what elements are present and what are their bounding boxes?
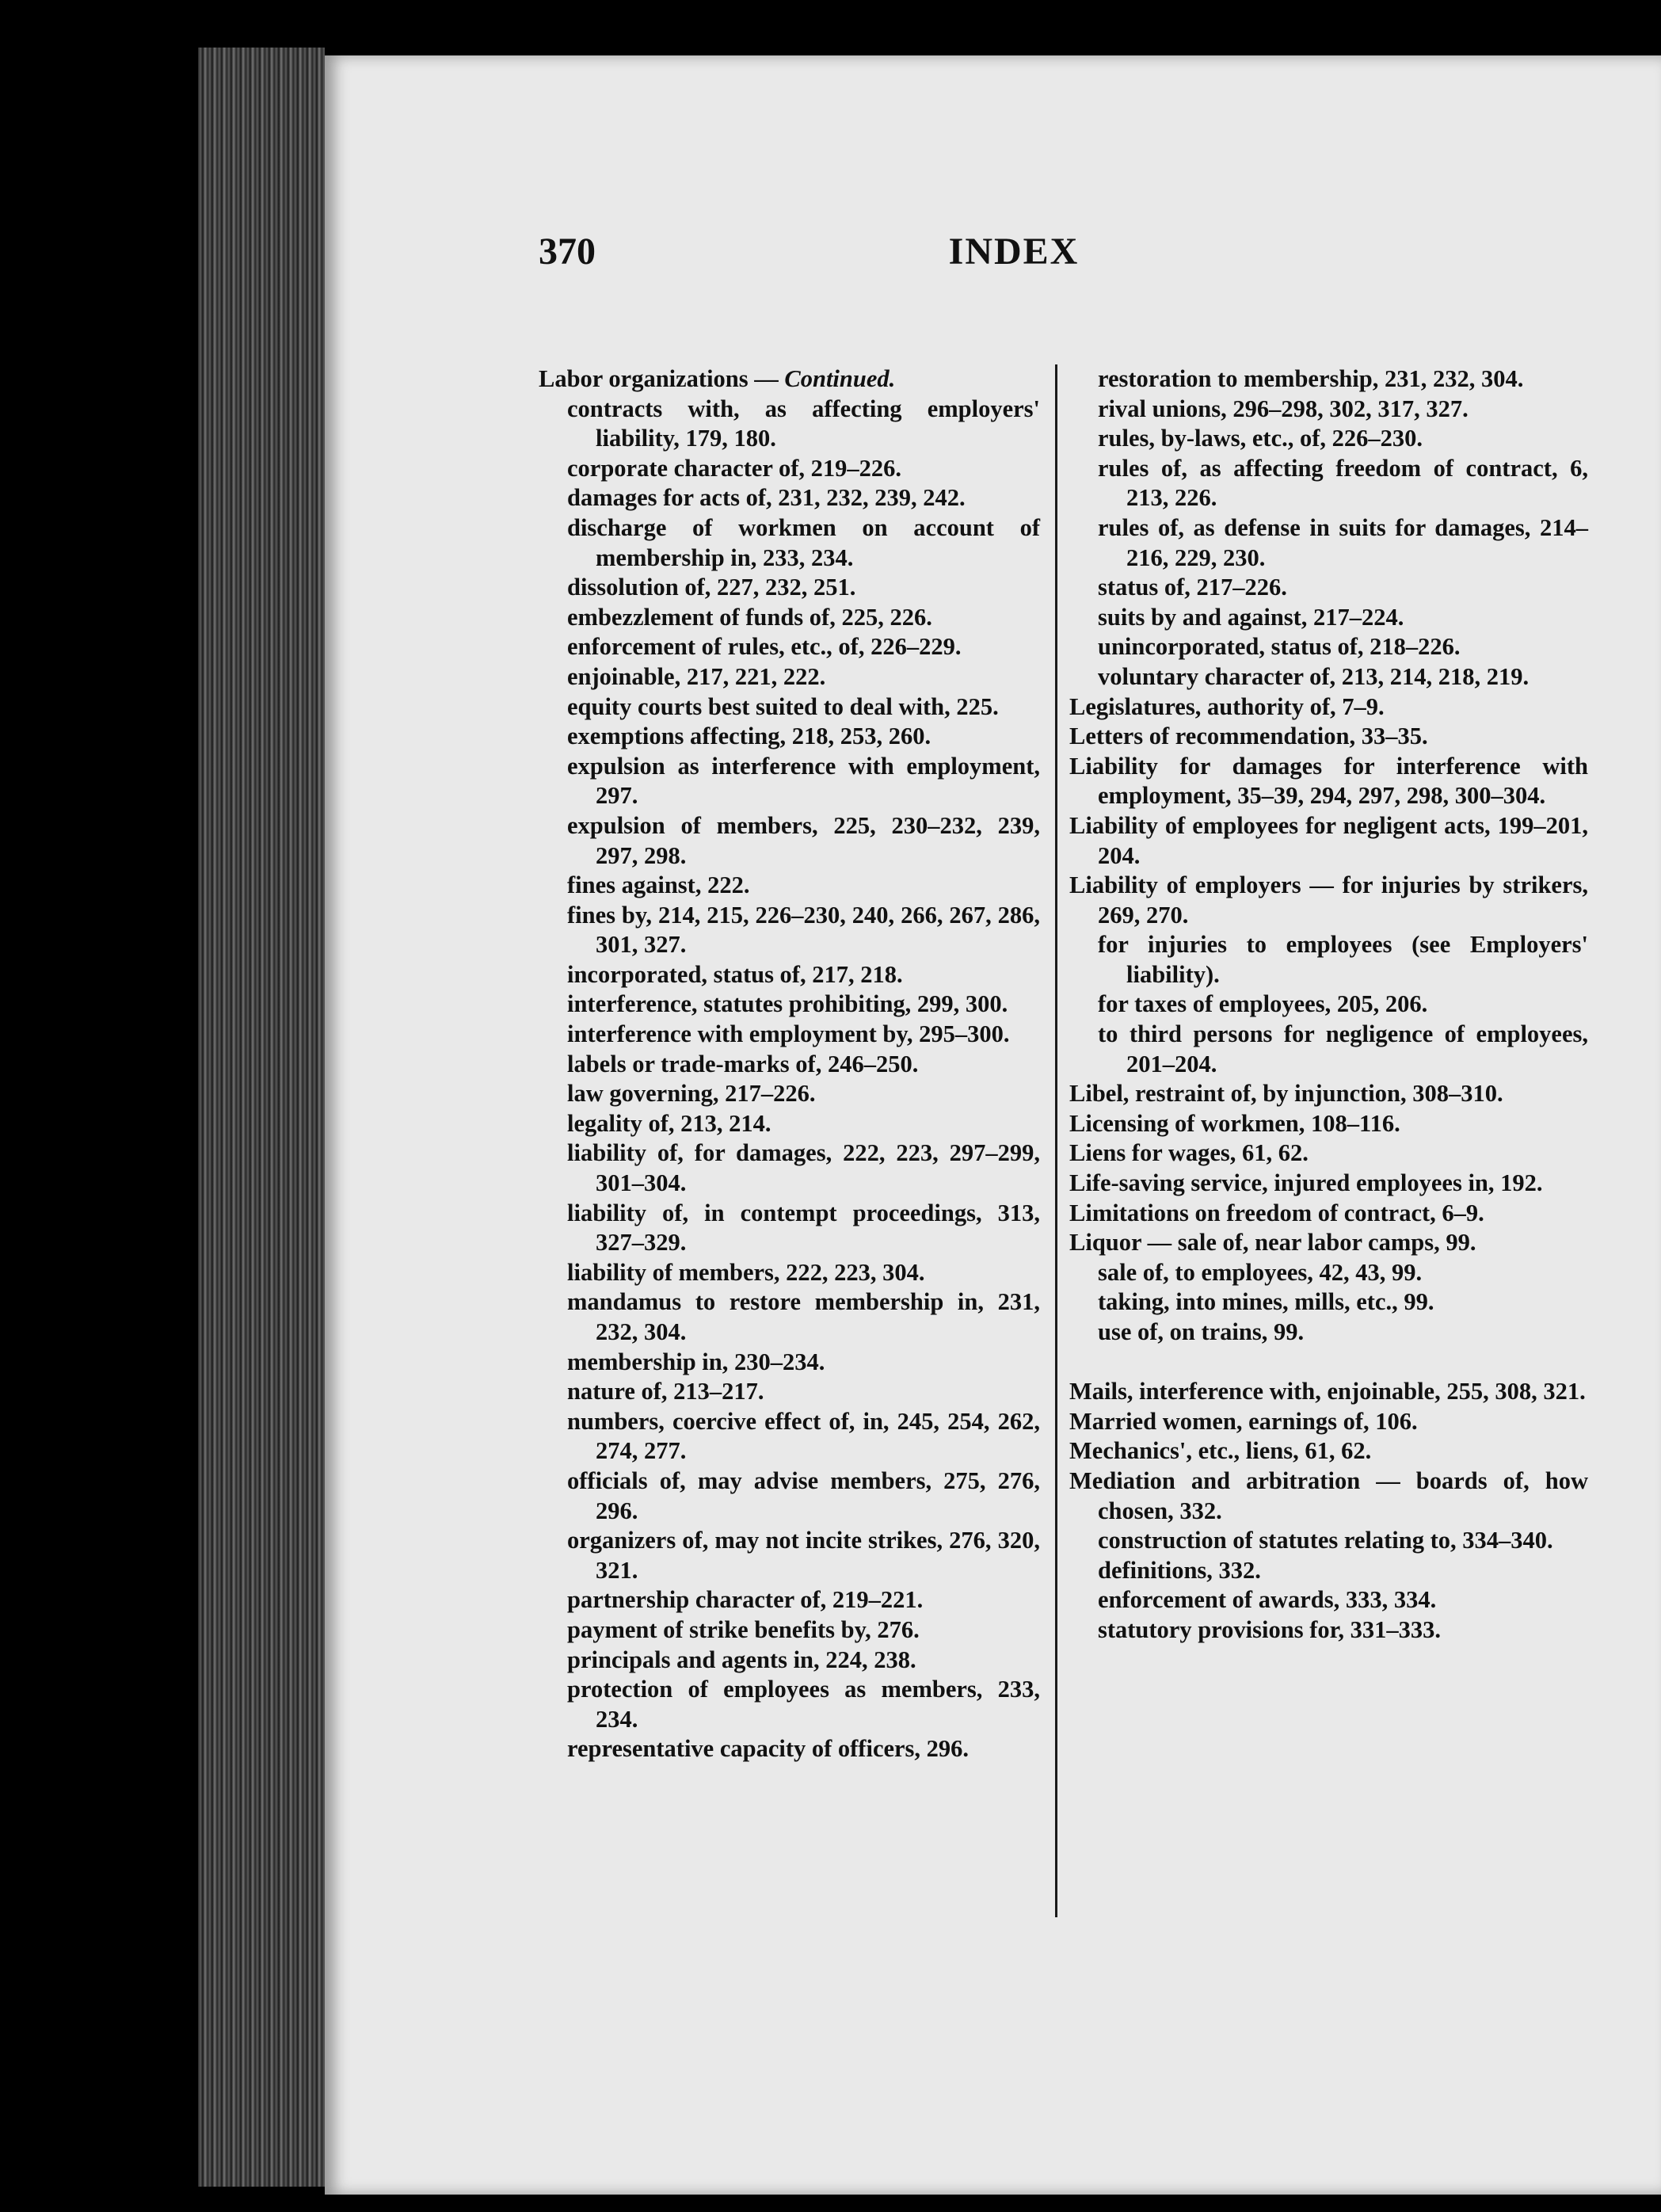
index-subentry bbox=[1069, 395, 1588, 425]
index-entry bbox=[1069, 1079, 1588, 1109]
index-entry-text: liability of members, 222, 223, 304. bbox=[567, 1258, 925, 1286]
index-subentry bbox=[1069, 573, 1588, 603]
index-subentry bbox=[539, 1020, 1040, 1050]
page-header bbox=[539, 230, 1457, 285]
index-subentry bbox=[539, 513, 1040, 573]
index-subentry bbox=[539, 811, 1040, 871]
running-head: INDEX bbox=[948, 231, 1080, 273]
index-subentry bbox=[1069, 454, 1588, 513]
index-subentry bbox=[539, 871, 1040, 901]
index-entry bbox=[1069, 1228, 1588, 1258]
index-entry bbox=[1069, 1138, 1588, 1169]
index-entry-text: Legislatures, authority of, 7–9. bbox=[1069, 692, 1385, 720]
index-subentry bbox=[539, 1079, 1040, 1109]
index-entry-text: contracts with, as affecting employers' liability, 179, 180. bbox=[567, 395, 1040, 452]
index-entry bbox=[1069, 1109, 1588, 1139]
index-entry bbox=[1069, 1466, 1588, 1526]
index-subentry bbox=[539, 1377, 1040, 1407]
index-entry-text: law governing, 217–226. bbox=[567, 1080, 816, 1108]
index-subentry bbox=[539, 1050, 1040, 1080]
index-subentry bbox=[539, 1287, 1040, 1347]
index-subentry bbox=[539, 722, 1040, 752]
index-entry-text: organizers of, may not incite strikes, 276, 320, 321. bbox=[567, 1527, 1040, 1584]
index-entry-text: interference with employment by, 295–300. bbox=[567, 1020, 1010, 1048]
book-page bbox=[325, 55, 1661, 2195]
index-subentry bbox=[539, 990, 1040, 1020]
index-entry-text: Limitations on freedom of contract, 6–9. bbox=[1069, 1199, 1484, 1226]
index-entry-text: protection of employees as members, 233, 234. bbox=[567, 1676, 1040, 1733]
index-entry-text: Married women, earnings of, 106. bbox=[1069, 1407, 1418, 1435]
index-subentry bbox=[1069, 364, 1588, 395]
index-entry bbox=[1069, 722, 1588, 752]
index-subentry bbox=[1069, 662, 1588, 692]
index-spacer bbox=[1069, 1348, 1588, 1378]
index-entry-text: enforcement of rules, etc., of, 226–229. bbox=[567, 633, 962, 661]
index-subentry bbox=[539, 960, 1040, 990]
index-entry-text: mandamus to restore membership in, 231, 232, 304. bbox=[567, 1288, 1040, 1345]
index-entry bbox=[1069, 1377, 1588, 1407]
column-divider bbox=[1055, 364, 1057, 1917]
index-entry-text: numbers, coercive effect of, in, 245, 254, 262, 274, 277. bbox=[567, 1407, 1040, 1465]
index-entry-text: construction of statutes relating to, 334–340. bbox=[1098, 1527, 1553, 1554]
index-entry-text: rules of, as affecting freedom of contract, 6, 213, 226. bbox=[1098, 454, 1588, 512]
index-entry bbox=[1069, 692, 1588, 723]
index-subentry bbox=[539, 395, 1040, 454]
index-entry-text: Life-saving service, injured employees in, 192. bbox=[1069, 1169, 1543, 1197]
index-entry-text: Liability of employers — for injuries by strikers, 269, 270. bbox=[1069, 871, 1588, 929]
index-entry-text: expulsion of members, 225, 230–232, 239, 297, 298. bbox=[567, 811, 1040, 869]
index-subentry bbox=[539, 454, 1040, 484]
index-entry-text: discharge of workmen on account of membership in, 233, 234. bbox=[567, 513, 1040, 571]
index-entry-text: Mechanics', etc., liens, 61, 62. bbox=[1069, 1437, 1372, 1465]
index-entry bbox=[1069, 811, 1588, 871]
index-entry-text: use of, on trains, 99. bbox=[1098, 1318, 1305, 1345]
index-subentry bbox=[539, 1526, 1040, 1585]
index-subentry bbox=[1069, 424, 1588, 454]
index-subentry bbox=[1069, 990, 1588, 1020]
index-entry-text: Mails, interference with, enjoinable, 255, 308, 321. bbox=[1069, 1378, 1586, 1405]
index-subentry bbox=[1069, 1287, 1588, 1318]
index-entry-text: Mediation and arbitration — boards of, how chosen, 332. bbox=[1069, 1466, 1588, 1524]
index-entry-text: interference, statutes prohibiting, 299, 300. bbox=[567, 990, 1008, 1018]
index-entry-text: status of, 217–226. bbox=[1098, 574, 1287, 601]
index-entry-text: restoration to membership, 231, 232, 304. bbox=[1098, 365, 1524, 392]
index-entry-text: embezzlement of funds of, 225, 226. bbox=[567, 603, 932, 631]
index-entry-text: membership in, 230–234. bbox=[567, 1348, 825, 1375]
index-subentry bbox=[1069, 603, 1588, 633]
book-binding-edge bbox=[198, 48, 325, 2187]
index-entry-text: enjoinable, 217, 221, 222. bbox=[567, 662, 826, 690]
index-subentry bbox=[539, 662, 1040, 692]
index-entry-text: corporate character of, 219–226. bbox=[567, 454, 902, 482]
index-entry-text: for taxes of employees, 205, 206. bbox=[1098, 990, 1428, 1018]
index-entry bbox=[1069, 1407, 1588, 1437]
index-subentry bbox=[539, 1675, 1040, 1734]
index-entry-text: damages for acts of, 231, 232, 239, 242. bbox=[567, 484, 966, 512]
index-entry-text: for injuries to employees (see Employers' liability). bbox=[1098, 931, 1588, 988]
index-subentry bbox=[1069, 632, 1588, 662]
index-subentry bbox=[539, 1466, 1040, 1526]
index-entry bbox=[1069, 1436, 1588, 1466]
index-entry-text: Liquor — sale of, near labor camps, 99. bbox=[1069, 1229, 1476, 1257]
index-entry-text: unincorporated, status of, 218–226. bbox=[1098, 633, 1461, 661]
index-entry bbox=[1069, 1169, 1588, 1199]
index-entry-text: liability of, in contempt proceedings, 313, 327–329. bbox=[567, 1199, 1040, 1257]
index-subentry bbox=[1069, 513, 1588, 573]
index-subentry bbox=[539, 1615, 1040, 1646]
index-entry-text: to third persons for negligence of employees, 201–204. bbox=[1098, 1020, 1588, 1077]
index-subentry bbox=[539, 692, 1040, 723]
index-entry-text: enforcement of awards, 333, 334. bbox=[1098, 1586, 1437, 1614]
index-entry-text: representative capacity of officers, 296. bbox=[567, 1735, 970, 1763]
index-entry-text: incorporated, status of, 217, 218. bbox=[567, 960, 903, 988]
index-subentry bbox=[539, 1646, 1040, 1676]
index-subentry bbox=[539, 1348, 1040, 1378]
index-entry-text: dissolution of, 227, 232, 251. bbox=[567, 574, 856, 601]
index-subentry bbox=[539, 1734, 1040, 1764]
index-entry-text: equity courts best suited to deal with, 225. bbox=[567, 692, 999, 720]
index-entry bbox=[539, 364, 1040, 395]
index-entry-text: principals and agents in, 224, 238. bbox=[567, 1646, 916, 1673]
index-entry-text: rules, by-laws, etc., of, 226–230. bbox=[1098, 425, 1423, 452]
index-entry-text: exemptions affecting, 218, 253, 260. bbox=[567, 723, 931, 750]
index-subentry bbox=[539, 603, 1040, 633]
index-entry-text: Liability for damages for interference with employment, 35–39, 294, 297, 298, 300–304. bbox=[1069, 752, 1588, 810]
index-subentry bbox=[1069, 1020, 1588, 1079]
index-entry-text: legality of, 213, 214. bbox=[567, 1109, 771, 1137]
index-subentry bbox=[539, 1258, 1040, 1288]
index-subentry bbox=[539, 1138, 1040, 1198]
index-column-left bbox=[539, 364, 1040, 1764]
index-subentry bbox=[539, 573, 1040, 603]
page-number: 370 bbox=[539, 231, 596, 273]
index-entry-text: officials of, may advise members, 275, 276, 296. bbox=[567, 1466, 1040, 1524]
index-subentry bbox=[539, 1585, 1040, 1615]
index-column-right bbox=[1069, 364, 1588, 1646]
index-entry-text: payment of strike benefits by, 276. bbox=[567, 1615, 920, 1643]
index-subentry bbox=[1069, 1585, 1588, 1615]
index-entry-text: suits by and against, 217–224. bbox=[1098, 603, 1404, 631]
index-columns bbox=[539, 364, 1588, 1949]
index-subentry bbox=[539, 632, 1040, 662]
index-subentry bbox=[1069, 930, 1588, 990]
index-entry bbox=[1069, 752, 1588, 811]
index-entry-text: Letters of recommendation, 33–35. bbox=[1069, 723, 1428, 750]
index-entry-text: expulsion as interference with employment, 297. bbox=[567, 752, 1040, 810]
index-entry-text: sale of, to employees, 42, 43, 99. bbox=[1098, 1258, 1423, 1286]
index-entry-text: rival unions, 296–298, 302, 317, 327. bbox=[1098, 395, 1469, 422]
index-entry-text: Licensing of workmen, 108–116. bbox=[1069, 1109, 1400, 1137]
index-entry-text: labels or trade-marks of, 246–250. bbox=[567, 1050, 919, 1077]
index-subentry bbox=[1069, 1318, 1588, 1348]
index-entry bbox=[1069, 871, 1588, 930]
index-subentry bbox=[539, 1199, 1040, 1258]
index-entry-text: definitions, 332. bbox=[1098, 1556, 1261, 1584]
index-subentry bbox=[1069, 1615, 1588, 1646]
index-entry-text: statutory provisions for, 331–333. bbox=[1098, 1615, 1441, 1643]
index-subentry bbox=[1069, 1556, 1588, 1586]
index-entry-text: Liability of employees for negligent acts, 199–201, 204. bbox=[1069, 811, 1588, 869]
index-entry-text: partnership character of, 219–221. bbox=[567, 1586, 924, 1614]
index-entry-text: liability of, for damages, 222, 223, 297–299, 301–304. bbox=[567, 1139, 1040, 1197]
index-subentry bbox=[539, 1407, 1040, 1466]
index-subentry bbox=[539, 483, 1040, 513]
continued-label: Continued. bbox=[784, 365, 896, 392]
index-entry-text: Liens for wages, 61, 62. bbox=[1069, 1139, 1309, 1167]
index-entry-text: fines by, 214, 215, 226–230, 240, 266, 267, 286, 301, 327. bbox=[567, 901, 1040, 959]
index-entry-text: fines against, 222. bbox=[567, 871, 750, 899]
index-subentry bbox=[539, 752, 1040, 811]
index-entry-text: voluntary character of, 213, 214, 218, 219. bbox=[1098, 662, 1530, 690]
index-entry-text: Labor organizations — bbox=[539, 365, 785, 392]
index-subentry bbox=[1069, 1526, 1588, 1556]
index-entry-text: nature of, 213–217. bbox=[567, 1378, 764, 1405]
index-subentry bbox=[539, 901, 1040, 960]
index-entry-text: taking, into mines, mills, etc., 99. bbox=[1098, 1288, 1434, 1316]
index-subentry bbox=[1069, 1258, 1588, 1288]
index-entry bbox=[1069, 1199, 1588, 1229]
index-entry-text: rules of, as defense in suits for damages, 214–216, 229, 230. bbox=[1098, 513, 1588, 571]
index-subentry bbox=[539, 1109, 1040, 1139]
index-entry-text: Libel, restraint of, by injunction, 308–310. bbox=[1069, 1080, 1503, 1108]
